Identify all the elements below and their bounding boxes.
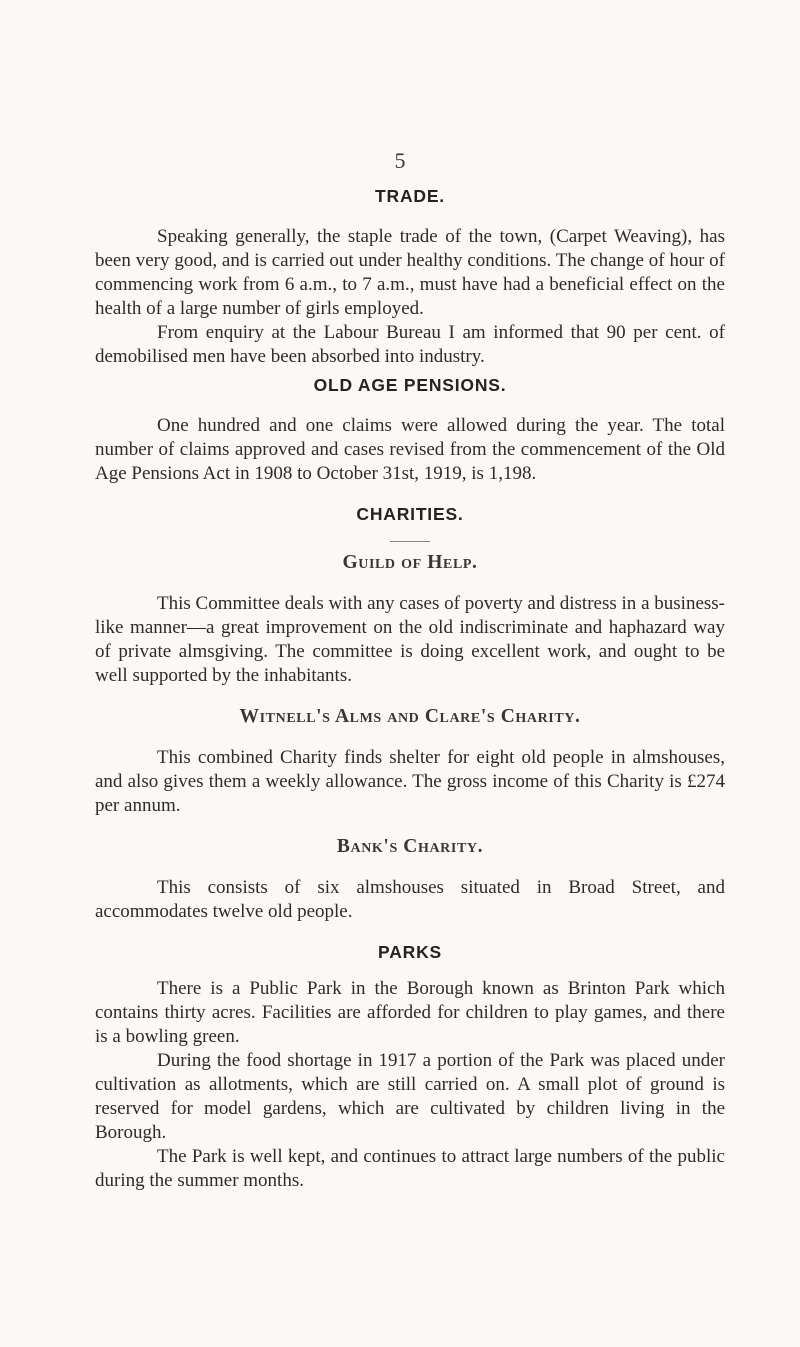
text-column (95, 186, 725, 1193)
old-age-pensions-heading: OLD AGE PENSIONS. (313, 375, 507, 395)
page-number: 5 (394, 148, 406, 173)
witnell-charity-heading: Witnell's Alms and Clare's Charity. (239, 706, 581, 727)
guild-of-help-paragraph: This Committee deals with any cases of poverty and distress in a business-like manner—a great improvement on the old indiscriminate and haphazard way of private almsgiving. The committee is doing excellent work, and ought to be well supported by the inhabitants. (95, 593, 725, 686)
trade-heading: TRADE. (375, 186, 445, 206)
pensions-paragraph: One hundred and one claims were allowed during the year. The total number of claims approved and cases revised from the commencement of the Old Age Pensions Act in 1908 to October 31st, 1919, is 1,198. (95, 415, 725, 484)
trade-paragraph-1: Speaking generally, the staple trade of the town, (Carpet Weaving), has been very good, and is carried out under healthy conditions. The change of hour of commencing work from 6 a.m., to 7 a.m., must have had a beneficial effect on the health of a large number of girls employed. (95, 226, 725, 319)
parks-heading: PARKS (378, 942, 442, 962)
trade-paragraph-2: From enquiry at the Labour Bureau I am informed that 90 per cent. of demobilised men have been absorbed into industry. (95, 322, 725, 367)
parks-paragraph-3: The Park is well kept, and continues to attract large numbers of the public during the summer months. (95, 1146, 725, 1191)
parks-paragraph-2: During the food shortage in 1917 a portion of the Park was placed under cultivation as allotments, which are still carried on. A small plot of ground is reserved for model gardens, which are cultivated by children living in the Borough. (95, 1050, 725, 1143)
parks-paragraph-1: There is a Public Park in the Borough known as Brinton Park which contains thirty acres. Facilities are afforded for children to play games, and there is a bowling green. (95, 978, 725, 1047)
bank-charity-paragraph: This consists of six almshouses situated in Broad Street, and accommodates twelve old people. (95, 877, 725, 922)
bank-charity-heading: Bank's Charity. (336, 836, 484, 857)
charities-heading: CHARITIES. (356, 504, 464, 524)
witnell-charity-paragraph: This combined Charity finds shelter for eight old people in almshouses, and also gives them a weekly allowance. The gross income of this Charity is £274 per annum. (95, 747, 725, 816)
guild-of-help-heading: Guild of Help. (342, 552, 478, 573)
